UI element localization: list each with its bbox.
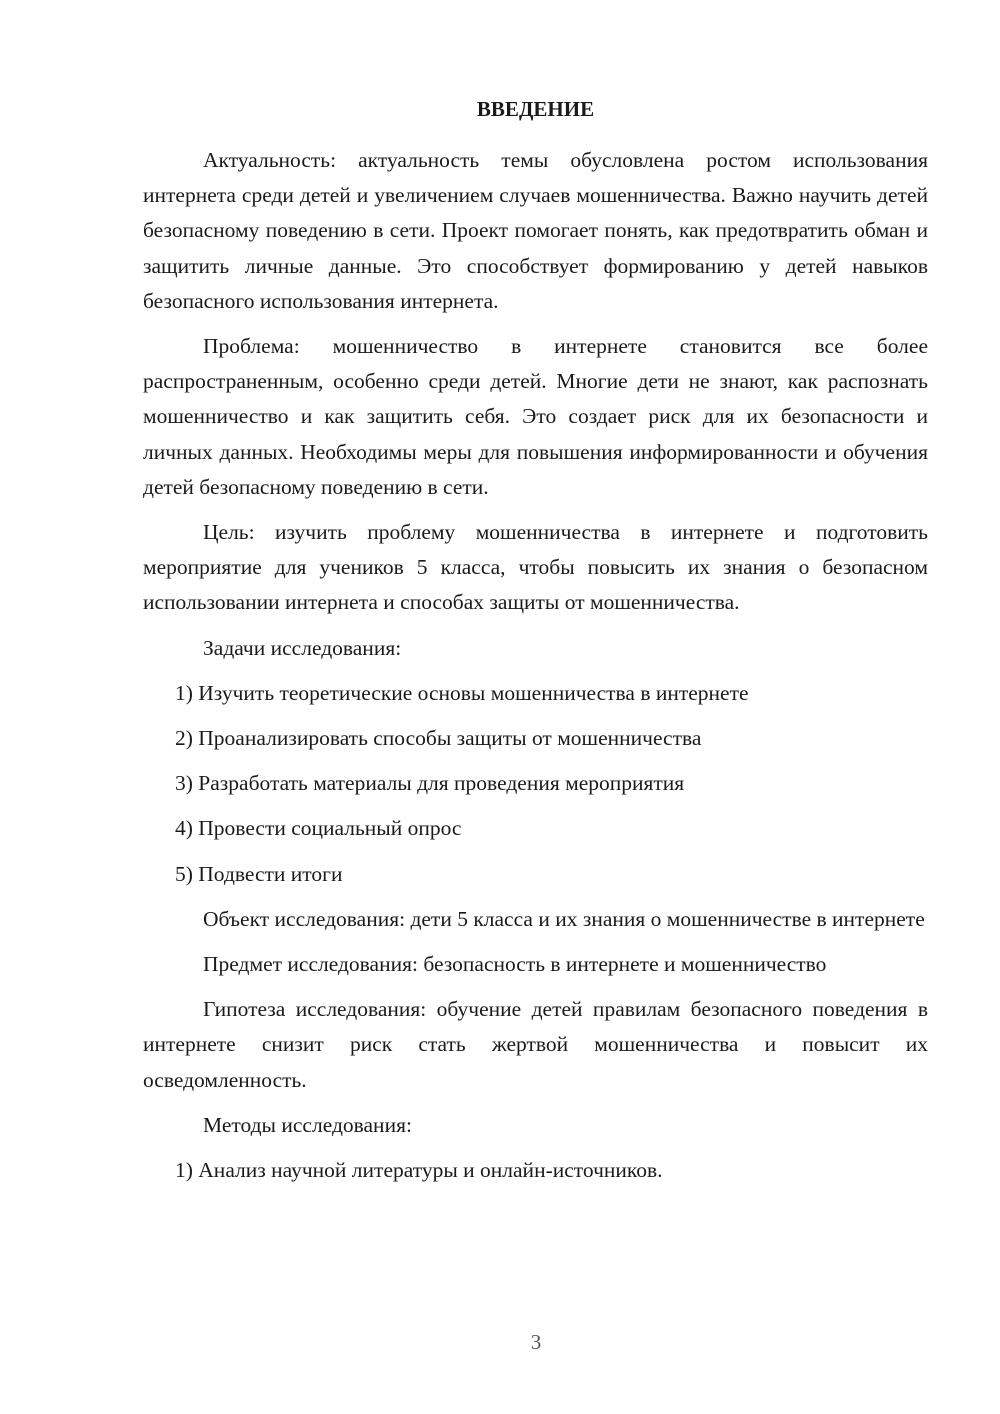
section-heading: ВВЕДЕНИЕ xyxy=(476,97,595,121)
hypothesis-paragraph: Гипотеза исследования: обучение детей правилам безопасного поведения в интернете снизит риск стать жертвой мошенничества и повысит их осведомленность. xyxy=(143,997,928,1092)
object-paragraph: Объект исследования: дети 5 класса и их знания о мошенничестве в интернете xyxy=(203,906,925,931)
task-item-3: 3) Разработать материалы для проведения мероприятия xyxy=(175,771,685,796)
task-item-4: 4) Провести социальный опрос xyxy=(175,816,462,841)
page-number: 3 xyxy=(530,1330,542,1354)
document-page xyxy=(143,92,928,1198)
goal-paragraph: Цель: изучить проблему мошенничества в интернете и подготовить мероприятие для учеников 5 класса, чтобы повысить их знания о безопасном использовании интернета и способах защиты от мошенничества. xyxy=(143,520,928,615)
methods-title: Методы исследования: xyxy=(203,1112,412,1137)
tasks-title: Задачи исследования: xyxy=(203,635,402,660)
subject-paragraph: Предмет исследования: безопасность в интернете и мошенничество xyxy=(203,952,827,977)
problem-paragraph: Проблема: мошенничество в интернете становится все более распространенным, особенно среди детей. Многие дети не знают, как распознать мошенничество и как защитить себя. Это создает риск для их безопасности и личных данных. Необходимы меры для повышения информированности и обучения детей безопасному поведению в сети. xyxy=(143,334,928,499)
relevance-paragraph: Актуальность: актуальность темы обусловлена ростом использования интернета среди детей и увеличением случаев мошенничества. Важно научить детей безопасному поведению в сети. Проект помогает понять, как предотвратить обман и защитить личные данные. Это способствует формированию у детей навыков безопасного использования интернета. xyxy=(143,148,928,313)
task-item-1: 1) Изучить теоретические основы мошенничества в интернете xyxy=(175,680,749,705)
task-item-5: 5) Подвести итоги xyxy=(175,861,343,886)
method-item-1: 1) Анализ научной литературы и онлайн-источников. xyxy=(175,1158,663,1183)
task-item-2: 2) Проанализировать способы защиты от мошенничества xyxy=(175,726,702,751)
